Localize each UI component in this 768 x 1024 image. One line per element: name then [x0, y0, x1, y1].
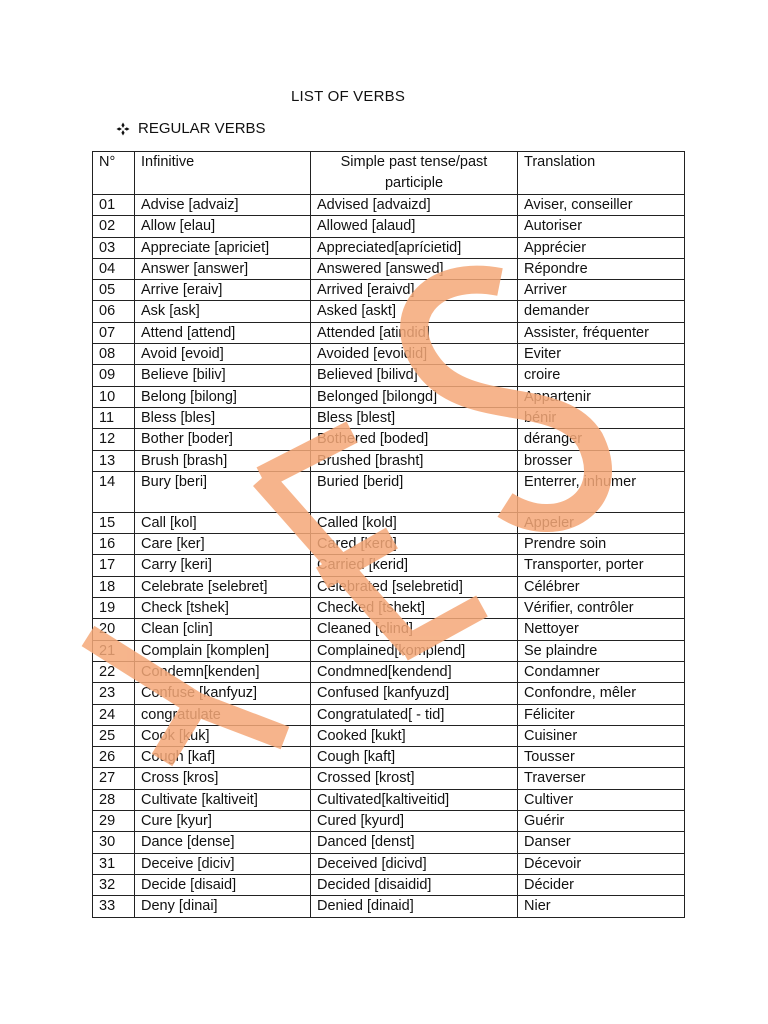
row-translation: Traverser — [518, 768, 685, 789]
row-infinitive: Avoid [evoid] — [135, 344, 311, 365]
row-translation: Tousser — [518, 747, 685, 768]
table-row — [93, 896, 685, 917]
row-number: 28 — [93, 789, 135, 810]
row-infinitive: Celebrate [selebret] — [135, 576, 311, 597]
table-row — [93, 344, 685, 365]
row-infinitive: Cure [kyur] — [135, 811, 311, 832]
row-past-tense: Answered [answed] — [311, 258, 518, 279]
row-infinitive: Complain [komplen] — [135, 640, 311, 661]
row-infinitive: Cross [kros] — [135, 768, 311, 789]
row-infinitive: Brush [brash] — [135, 450, 311, 471]
row-translation: Arriver — [518, 280, 685, 301]
table-row — [93, 258, 685, 279]
row-translation: Célébrer — [518, 576, 685, 597]
section-heading — [116, 120, 266, 137]
row-number: 09 — [93, 365, 135, 386]
table-row — [93, 789, 685, 810]
row-infinitive: Dance [dense] — [135, 832, 311, 853]
row-infinitive: Belong [bilong] — [135, 386, 311, 407]
table-row — [93, 598, 685, 619]
row-translation: Nier — [518, 896, 685, 917]
row-past-tense: Decided [disaidid] — [311, 874, 518, 895]
row-number: 10 — [93, 386, 135, 407]
row-past-tense: Bothered [boded] — [311, 429, 518, 450]
row-number: 06 — [93, 301, 135, 322]
row-infinitive: Call [kol] — [135, 512, 311, 533]
row-number: 29 — [93, 811, 135, 832]
row-number: 26 — [93, 747, 135, 768]
row-number: 01 — [93, 195, 135, 216]
row-infinitive: Condemn[kenden] — [135, 661, 311, 682]
table-row — [93, 450, 685, 471]
row-past-tense: Arrived [eraivd] — [311, 280, 518, 301]
row-past-tense: Cured [kyurd] — [311, 811, 518, 832]
table-row — [93, 322, 685, 343]
table-row — [93, 874, 685, 895]
section-label: REGULAR VERBS — [138, 120, 266, 137]
row-infinitive: Bury [beri] — [135, 471, 311, 512]
row-past-tense: Bless [blest] — [311, 407, 518, 428]
row-translation: Assister, fréquenter — [518, 322, 685, 343]
row-translation: Eviter — [518, 344, 685, 365]
table-row — [93, 683, 685, 704]
row-translation: Confondre, mêler — [518, 683, 685, 704]
table-row — [93, 704, 685, 725]
table-row — [93, 811, 685, 832]
table-row — [93, 853, 685, 874]
row-translation: Apprécier — [518, 237, 685, 258]
row-infinitive: Allow [elau] — [135, 216, 311, 237]
row-translation: bénir — [518, 407, 685, 428]
table-row — [93, 237, 685, 258]
table-row — [93, 471, 685, 512]
table-row — [93, 365, 685, 386]
row-past-tense: Celebrated [selebretid] — [311, 576, 518, 597]
row-infinitive: Appreciate [apriciet] — [135, 237, 311, 258]
row-past-tense: Buried [berid] — [311, 471, 518, 512]
row-past-tense: Cleaned [clind] — [311, 619, 518, 640]
row-number: 13 — [93, 450, 135, 471]
row-infinitive: congratulate — [135, 704, 311, 725]
row-number: 23 — [93, 683, 135, 704]
row-past-tense: Avoided [evoidid] — [311, 344, 518, 365]
row-past-tense: Appreciated[aprícietid] — [311, 237, 518, 258]
row-past-tense: Carried [kerid] — [311, 555, 518, 576]
row-number: 21 — [93, 640, 135, 661]
table-row — [93, 301, 685, 322]
row-number: 11 — [93, 407, 135, 428]
row-infinitive: Cultivate [kaltiveit] — [135, 789, 311, 810]
table-row — [93, 832, 685, 853]
row-past-tense: Brushed [brasht] — [311, 450, 518, 471]
row-translation: Enterrer, inhumer — [518, 471, 685, 512]
row-translation: Aviser, conseiller — [518, 195, 685, 216]
row-infinitive: Clean [clin] — [135, 619, 311, 640]
row-translation: Appeler — [518, 512, 685, 533]
row-translation: croire — [518, 365, 685, 386]
row-number: 04 — [93, 258, 135, 279]
row-translation: Décider — [518, 874, 685, 895]
row-past-tense: Allowed [alaud] — [311, 216, 518, 237]
row-infinitive: Ask [ask] — [135, 301, 311, 322]
table-row — [93, 725, 685, 746]
table-row — [93, 768, 685, 789]
row-number: 24 — [93, 704, 135, 725]
row-past-tense: Deceived [dicivd] — [311, 853, 518, 874]
row-past-tense: Congratulated[ - tid] — [311, 704, 518, 725]
row-number: 27 — [93, 768, 135, 789]
row-number: 19 — [93, 598, 135, 619]
row-number: 14 — [93, 471, 135, 512]
row-translation: Transporter, porter — [518, 555, 685, 576]
table-row — [93, 576, 685, 597]
row-number: 22 — [93, 661, 135, 682]
row-translation: Autoriser — [518, 216, 685, 237]
row-infinitive: Decide [disaid] — [135, 874, 311, 895]
row-past-tense: Attended [atindid] — [311, 322, 518, 343]
header-number: N° — [93, 152, 135, 195]
table-row — [93, 555, 685, 576]
row-number: 02 — [93, 216, 135, 237]
row-number: 03 — [93, 237, 135, 258]
row-translation: Cultiver — [518, 789, 685, 810]
row-number: 31 — [93, 853, 135, 874]
row-infinitive: Bother [boder] — [135, 429, 311, 450]
row-infinitive: Bless [bles] — [135, 407, 311, 428]
row-past-tense: Belonged [bilongd] — [311, 386, 518, 407]
row-number: 08 — [93, 344, 135, 365]
table-row — [93, 640, 685, 661]
diamond-bullet-icon — [116, 122, 130, 136]
table-row — [93, 747, 685, 768]
row-past-tense: Checked [tshekt] — [311, 598, 518, 619]
row-number: 12 — [93, 429, 135, 450]
row-past-tense: Crossed [krost] — [311, 768, 518, 789]
row-number: 18 — [93, 576, 135, 597]
table-row — [93, 512, 685, 533]
table-row — [93, 195, 685, 216]
row-translation: Nettoyer — [518, 619, 685, 640]
row-infinitive: Carry [keri] — [135, 555, 311, 576]
header-infinitive: Infinitive — [135, 152, 311, 195]
row-translation: Vérifier, contrôler — [518, 598, 685, 619]
row-infinitive: Answer [answer] — [135, 258, 311, 279]
header-past-tense: Simple past tense/past participle — [311, 152, 518, 195]
table-header-row — [93, 152, 685, 195]
row-translation: Prendre soin — [518, 534, 685, 555]
table-row — [93, 661, 685, 682]
row-infinitive: Deceive [diciv] — [135, 853, 311, 874]
row-past-tense: Complained[komplend] — [311, 640, 518, 661]
row-number: 20 — [93, 619, 135, 640]
row-number: 32 — [93, 874, 135, 895]
row-translation: brosser — [518, 450, 685, 471]
row-past-tense: Called [kold] — [311, 512, 518, 533]
page-title: LIST OF VERBS — [291, 88, 406, 105]
row-infinitive: Arrive [eraiv] — [135, 280, 311, 301]
row-past-tense: Cared [kerd] — [311, 534, 518, 555]
row-past-tense: Cough [kaft] — [311, 747, 518, 768]
row-number: 33 — [93, 896, 135, 917]
row-past-tense: Condmned[kendend] — [311, 661, 518, 682]
row-infinitive: Cook [kuk] — [135, 725, 311, 746]
row-number: 16 — [93, 534, 135, 555]
row-translation: Féliciter — [518, 704, 685, 725]
row-translation: Cuisiner — [518, 725, 685, 746]
row-infinitive: Advise [advaiz] — [135, 195, 311, 216]
row-past-tense: Believed [bilivd] — [311, 365, 518, 386]
row-number: 07 — [93, 322, 135, 343]
table-row — [93, 619, 685, 640]
row-past-tense: Asked [askt] — [311, 301, 518, 322]
table-row — [93, 534, 685, 555]
row-translation: Appartenir — [518, 386, 685, 407]
row-translation: Répondre — [518, 258, 685, 279]
row-infinitive: Attend [attend] — [135, 322, 311, 343]
table-row — [93, 429, 685, 450]
row-infinitive: Believe [biliv] — [135, 365, 311, 386]
verbs-table — [92, 151, 685, 918]
row-number: 15 — [93, 512, 135, 533]
row-past-tense: Confused [kanfyuzd] — [311, 683, 518, 704]
row-infinitive: Check [tshek] — [135, 598, 311, 619]
row-number: 25 — [93, 725, 135, 746]
row-translation: déranger — [518, 429, 685, 450]
row-past-tense: Cultivated[kaltiveitid] — [311, 789, 518, 810]
row-number: 17 — [93, 555, 135, 576]
table-row — [93, 216, 685, 237]
row-past-tense: Cooked [kukt] — [311, 725, 518, 746]
row-translation: Se plaindre — [518, 640, 685, 661]
table-body — [93, 195, 685, 918]
row-infinitive: Deny [dinai] — [135, 896, 311, 917]
row-infinitive: Cough [kaf] — [135, 747, 311, 768]
row-translation: demander — [518, 301, 685, 322]
row-number: 05 — [93, 280, 135, 301]
row-infinitive: Care [ker] — [135, 534, 311, 555]
row-translation: Décevoir — [518, 853, 685, 874]
header-translation: Translation — [518, 152, 685, 195]
table-row — [93, 386, 685, 407]
row-past-tense: Danced [denst] — [311, 832, 518, 853]
row-translation: Danser — [518, 832, 685, 853]
row-translation: Condamner — [518, 661, 685, 682]
table-row — [93, 280, 685, 301]
row-past-tense: Advised [advaizd] — [311, 195, 518, 216]
row-number: 30 — [93, 832, 135, 853]
row-translation: Guérir — [518, 811, 685, 832]
table-row — [93, 407, 685, 428]
row-past-tense: Denied [dinaid] — [311, 896, 518, 917]
row-infinitive: Confuse [kanfyuz] — [135, 683, 311, 704]
